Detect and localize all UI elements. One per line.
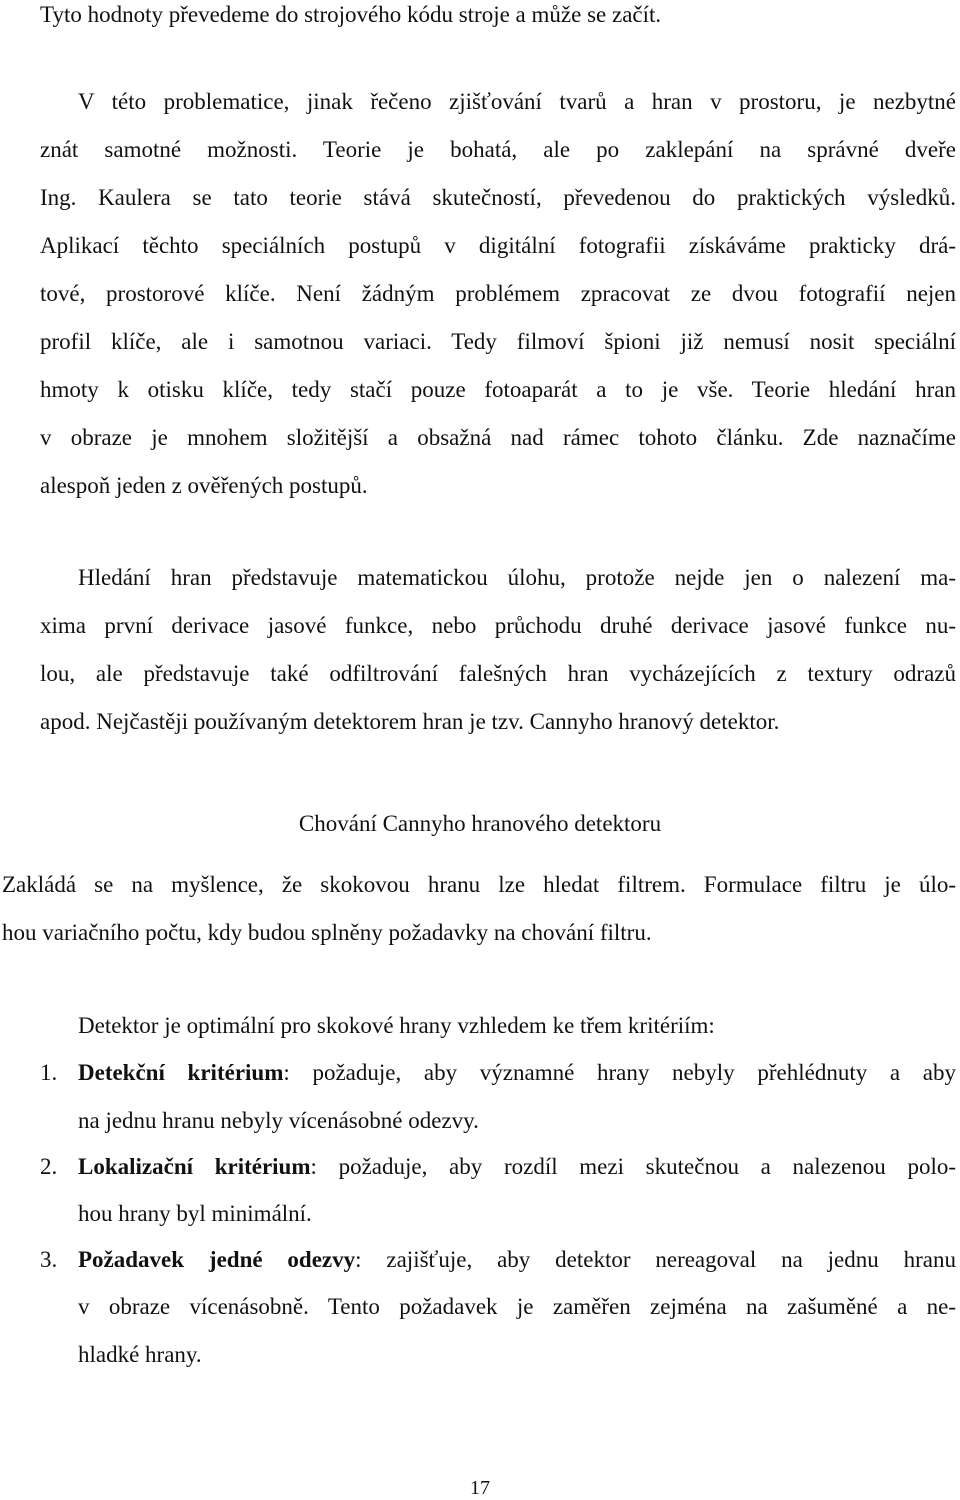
paragraph-line: Hledání hran představuje matematickou úlohu, protože nejde jen o nalezení ma- — [78, 565, 956, 590]
paragraph-line: Ing. Kaulera se tato teorie stává skutečností, převedenou do praktických výsledků. — [40, 185, 956, 210]
list-text: : požaduje, aby rozdíl mezi skutečnou a nalezenou polo- — [310, 1154, 956, 1179]
paragraph-line: hou variačního počtu, kdy budou splněny požadavky na chování filtru. — [2, 920, 652, 945]
list-number: 1. — [40, 1060, 58, 1085]
paragraph-line: Zakládá se na myšlence, že skokovou hranu lze hledat filtrem. Formulace filtru je úlo- — [2, 872, 956, 897]
paragraph-line: Aplikací těchto speciálních postupů v digitální fotografii získáváme prakticky drá- — [40, 233, 956, 258]
paragraph-line: profil klíče, ale i samotnou variaci. Tedy filmoví špioni již nemusí nosit speciální — [40, 329, 956, 354]
list-term: Lokalizační kritérium — [78, 1154, 311, 1179]
page-number: 17 — [470, 1477, 490, 1499]
list-item-first-line — [78, 1058, 956, 1088]
paragraph-line: znát samotné možnosti. Teorie je bohatá, ale po zaklepání na správné dveře — [40, 137, 956, 162]
list-item-first-line — [78, 1152, 956, 1182]
paragraph-line: V této problematice, jinak řečeno zjišťování tvarů a hran v prostoru, je nezbytné — [78, 89, 956, 114]
list-item-line: hladké hrany. — [78, 1342, 202, 1367]
paragraph-line: hmoty k otisku klíče, tedy stačí pouze fotoaparát a to je vše. Teorie hledání hran — [40, 377, 956, 402]
list-term: Detekční kritérium — [78, 1060, 284, 1085]
list-term: Požadavek jedné odezvy — [78, 1247, 356, 1272]
paragraph-line: alespoň jeden z ověřených postupů. — [40, 473, 368, 498]
paragraph-line: xima první derivace jasové funkce, nebo průchodu druhé derivace jasové funkce nu- — [40, 613, 956, 638]
paragraph-line: lou, ale představuje také odfiltrování falešných hran vycházejících z textury odrazů — [40, 661, 956, 686]
list-number: 3. — [40, 1247, 58, 1272]
paragraph-line: v obraze je mnohem složitější a obsažná nad rámec tohoto článku. Zde naznačíme — [40, 425, 956, 450]
paragraph-line: tové, prostorové klíče. Není žádným problémem zpracovat ze dvou fotografií nejen — [40, 281, 956, 306]
list-item-line: v obraze vícenásobně. Tento požadavek je zaměřen zejména na zašuměné a ne- — [78, 1294, 956, 1319]
list-item-line: hou hrany byl minimální. — [78, 1201, 312, 1226]
paragraph-line: Detektor je optimální pro skokové hrany vzhledem ke třem kritériím: — [78, 1013, 715, 1038]
list-text: : požaduje, aby významné hrany nebyly přehlédnuty a aby — [283, 1060, 956, 1085]
paragraph-line: Tyto hodnoty převedeme do strojového kódu stroje a může se začít. — [40, 2, 662, 27]
list-item-line: na jednu hranu nebyly vícenásobné odezvy. — [78, 1108, 479, 1133]
list-number: 2. — [40, 1154, 58, 1179]
section-heading: Chování Cannyho hranového detektoru — [298, 811, 662, 836]
paragraph-line: apod. Nejčastěji používaným detektorem hran je tzv. Cannyho hranový detektor. — [40, 709, 780, 734]
list-text: : zajišťuje, aby detektor nereagoval na jednu hranu — [355, 1247, 956, 1272]
list-item-first-line — [78, 1245, 956, 1275]
